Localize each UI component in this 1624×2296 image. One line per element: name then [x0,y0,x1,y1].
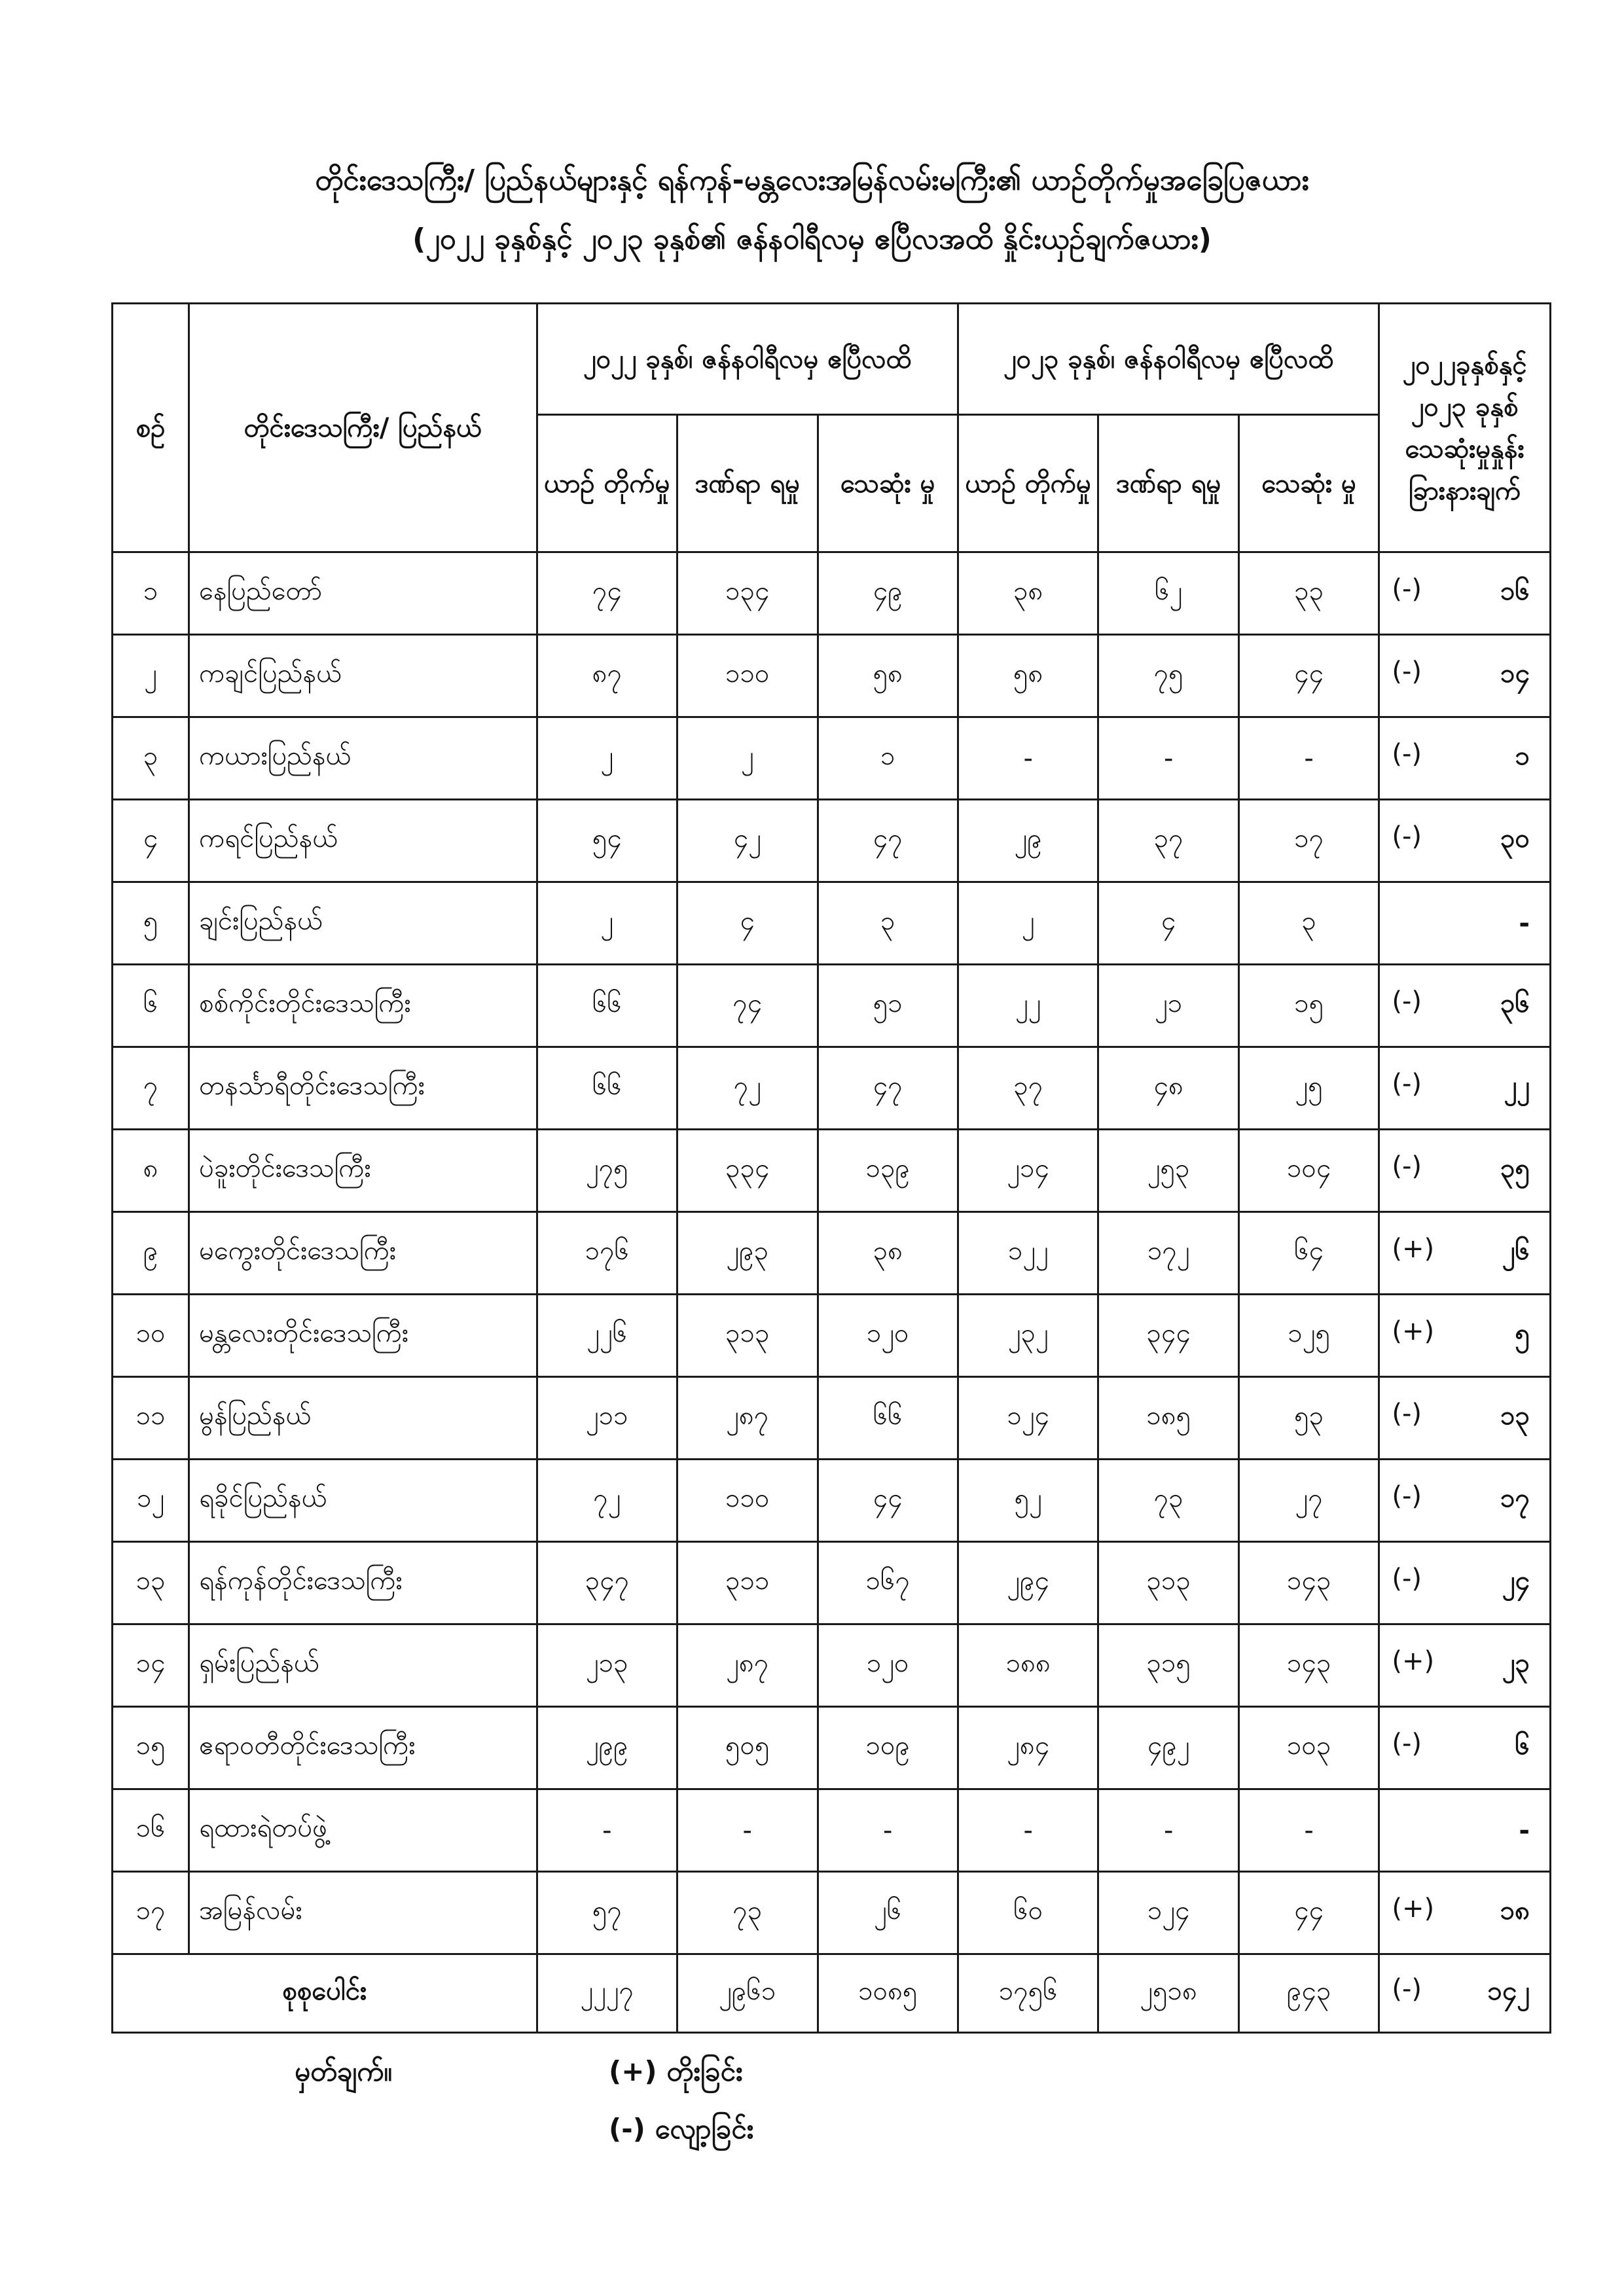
row-injured-2023: ၄၈ [1098,1047,1238,1130]
row-difference [1379,800,1551,882]
row-number: ၂ [113,635,189,717]
row-deaths-2022: ၂၆ [818,1872,958,1954]
total-difference [1379,1954,1551,2033]
row-deaths-2023: ၁၂၅ [1238,1295,1379,1377]
row-accidents-2023: ၂၉ [958,800,1098,882]
row-accidents-2022: ၃၄၇ [537,1542,677,1624]
table-row [113,1130,1551,1212]
row-region: ရခိုင်ပြည်နယ် [189,1460,537,1542]
row-injured-2022: - [677,1789,818,1872]
row-difference [1379,717,1551,800]
row-injured-2022: ၂၈၇ [677,1624,818,1707]
row-difference-value: ၁၇ [1500,1483,1530,1513]
row-region: ကယားပြည်နယ် [189,717,537,800]
row-accidents-2023: ၂၁၄ [958,1130,1098,1212]
row-difference-sign: (-) [1392,821,1422,852]
document-title: တိုင်းဒေသကြီး/ ပြည်နယ်များနှင့် ရန်ကုန်-မန္တလေးအမြန်လမ်းမကြီး၏ ယာဉ်တိုက်မှုအခြေပြဇယား [315,164,1309,197]
row-deaths-2023: ၄၄ [1238,1872,1379,1954]
total-difference-sign: (-) [1392,1974,1422,2004]
row-deaths-2023: ၂၇ [1238,1460,1379,1542]
row-region: မန္တလေးတိုင်းဒေသကြီး [189,1295,537,1377]
row-injured-2023: ၃၁၃ [1098,1542,1238,1624]
row-difference [1379,1295,1551,1377]
row-number: ၁၂ [113,1460,189,1542]
row-accidents-2023: - [958,1789,1098,1872]
row-difference-value: ၂၄ [1502,1566,1530,1596]
row-difference [1379,1872,1551,1954]
row-difference-sign: (-) [1392,1151,1422,1181]
row-number: ၁၇ [113,1872,189,1954]
row-deaths-2023: ၁၄၃ [1238,1542,1379,1624]
row-difference-sign: (+) [1392,1316,1435,1346]
total-row [113,1954,1551,2033]
row-deaths-2022: ၅၁ [818,965,958,1047]
row-deaths-2023: ၃ [1238,882,1379,965]
row-difference-sign: (-) [1392,986,1422,1016]
row-injured-2022: ၅၀၅ [677,1707,818,1789]
table-body [113,552,1551,2033]
row-accidents-2022: ၇၂ [537,1460,677,1542]
row-accidents-2023: ၅၂ [958,1460,1098,1542]
row-deaths-2023: ၁၀၃ [1238,1707,1379,1789]
row-difference-sign: (-) [1392,1069,1422,1099]
row-region: မွန်ပြည်နယ် [189,1377,537,1460]
row-accidents-2023: ၂၉၄ [958,1542,1098,1624]
row-region: ကချင်ပြည်နယ် [189,635,537,717]
total-injured-2023: ၂၅၁၈ [1098,1954,1238,2033]
row-number: ၃ [113,717,189,800]
table-row [113,1789,1551,1872]
row-difference-value: ၂၆ [1502,1236,1530,1266]
row-region: ရန်ကုန်တိုင်းဒေသကြီး [189,1542,537,1624]
row-deaths-2023: ၅၃ [1238,1377,1379,1460]
total-difference-value: ၁၄၂ [1487,1976,1530,2006]
row-deaths-2022: ၃ [818,882,958,965]
row-deaths-2022: ၄၄ [818,1460,958,1542]
row-difference [1379,882,1551,965]
row-injured-2022: ၁၃၄ [677,552,818,635]
row-accidents-2022: - [537,1789,677,1872]
row-deaths-2022: ၆၆ [818,1377,958,1460]
row-injured-2022: ၃၁၁ [677,1542,818,1624]
row-difference [1379,1624,1551,1707]
table-row [113,965,1551,1047]
row-injured-2023: ၂၅၃ [1098,1130,1238,1212]
row-region: စစ်ကိုင်းတိုင်းဒေသကြီး [189,965,537,1047]
table-row [113,1377,1551,1460]
note-increase: (+) တိုးခြင်း [609,2055,743,2087]
row-difference-value: - [1519,908,1530,939]
header-no: စဉ် [113,304,189,552]
row-difference-sign: (-) [1392,1399,1422,1429]
row-deaths-2022: ၁ [818,717,958,800]
row-accidents-2022: ၆၆ [537,1047,677,1130]
header-deaths-2023: သေဆုံး မှု [1238,415,1379,552]
row-difference-sign: (+) [1392,1234,1435,1264]
row-deaths-2023: - [1238,1789,1379,1872]
row-difference-value: ၁၄ [1500,658,1530,689]
row-accidents-2023: ၅၈ [958,635,1098,717]
row-difference [1379,965,1551,1047]
row-accidents-2023: ၁၂၄ [958,1377,1098,1460]
row-number: ၁ [113,552,189,635]
row-region: နေပြည်တော် [189,552,537,635]
row-accidents-2022: ၂၉၉ [537,1707,677,1789]
row-number: ၈ [113,1130,189,1212]
row-injured-2022: ၇၃ [677,1872,818,1954]
row-deaths-2022: ၃၈ [818,1212,958,1295]
row-injured-2023: ၄၉၂ [1098,1707,1238,1789]
total-deaths-2022: ၁၀၈၅ [818,1954,958,2033]
row-accidents-2023: ၃၇ [958,1047,1098,1130]
row-deaths-2023: ၁၀၄ [1238,1130,1379,1212]
table-row [113,882,1551,965]
row-accidents-2023: - [958,717,1098,800]
row-deaths-2022: ၁၆၇ [818,1542,958,1624]
row-accidents-2022: ၂ [537,882,677,965]
row-difference [1379,1789,1551,1872]
row-difference-value: ၃၀ [1500,823,1530,853]
row-difference-value: ၃၅ [1500,1153,1530,1183]
accident-comparison-table [111,302,1551,2034]
row-difference [1379,1047,1551,1130]
row-accidents-2022: ၅၄ [537,800,677,882]
row-injured-2022: ၁၁၀ [677,1460,818,1542]
row-injured-2023: ၇၃ [1098,1460,1238,1542]
table-row [113,1707,1551,1789]
row-deaths-2023: ၂၅ [1238,1047,1379,1130]
row-difference [1379,1130,1551,1212]
row-injured-2022: ၃၁၃ [677,1295,818,1377]
row-accidents-2022: ၇၄ [537,552,677,635]
header-deaths-2022: သေဆုံး မှု [818,415,958,552]
row-injured-2023: - [1098,717,1238,800]
row-region: တနင်္သာရီတိုင်းဒေသကြီး [189,1047,537,1130]
row-injured-2023: ၁၂၄ [1098,1872,1238,1954]
row-difference-value: ၁ [1515,741,1530,771]
row-injured-2023: ၄ [1098,882,1238,965]
row-difference-value: ၁၆ [1500,576,1530,606]
row-accidents-2022: ၂၁၃ [537,1624,677,1707]
table-row [113,800,1551,882]
header-injured-2022: ဒဏ်ရာ ရမှု [677,415,818,552]
row-deaths-2022: ၁၂၀ [818,1624,958,1707]
row-accidents-2022: ၁၇၆ [537,1212,677,1295]
row-difference-sign: (-) [1392,739,1422,769]
row-injured-2023: ၃၇ [1098,800,1238,882]
row-region: ချင်းပြည်နယ် [189,882,537,965]
row-region: ကရင်ပြည်နယ် [189,800,537,882]
row-injured-2022: ၄၂ [677,800,818,882]
row-number: ၆ [113,965,189,1047]
row-injured-2023: ၃၄၄ [1098,1295,1238,1377]
row-number: ၁၅ [113,1707,189,1789]
row-region: မကွေးတိုင်းဒေသကြီး [189,1212,537,1295]
row-number: ၁၃ [113,1542,189,1624]
row-accidents-2023: ၃၈ [958,552,1098,635]
table-row [113,1212,1551,1295]
row-difference-sign: (-) [1392,1729,1422,1759]
row-difference-value: ၁၈ [1500,1895,1530,1926]
row-difference [1379,1212,1551,1295]
notes-label: မှတ်ချက်။ [295,2055,392,2087]
row-number: ၁၁ [113,1377,189,1460]
row-deaths-2023: - [1238,717,1379,800]
row-difference [1379,1707,1551,1789]
row-injured-2023: ၃၁၅ [1098,1624,1238,1707]
table-row [113,1872,1551,1954]
row-deaths-2022: ၄၇ [818,800,958,882]
table-row [113,635,1551,717]
row-accidents-2023: ၂၂ [958,965,1098,1047]
row-injured-2023: ၇၅ [1098,635,1238,717]
row-deaths-2022: ၁၃၉ [818,1130,958,1212]
row-number: ၇ [113,1047,189,1130]
row-deaths-2022: - [818,1789,958,1872]
row-accidents-2023: ၂ [958,882,1098,965]
row-deaths-2022: ၅၈ [818,635,958,717]
row-difference-sign: (+) [1392,1893,1435,1924]
header-period-2023: ၂၀၂၃ ခုနှစ်၊ ဇန်နဝါရီလမှ ဧပြီလထိ [958,304,1379,415]
row-region: ရထားရဲတပ်ဖွဲ့ [189,1789,537,1872]
row-deaths-2023: ၆၄ [1238,1212,1379,1295]
total-label: စုစုပေါင်း [113,1954,537,2033]
row-difference [1379,1377,1551,1460]
header-period-2022: ၂၀၂၂ ခုနှစ်၊ ဇန်နဝါရီလမှ ဧပြီလထိ [537,304,958,415]
row-number: ၉ [113,1212,189,1295]
row-deaths-2022: ၁၀၉ [818,1707,958,1789]
row-number: ၁၆ [113,1789,189,1872]
row-number: ၅ [113,882,189,965]
row-number: ၁၀ [113,1295,189,1377]
table-row [113,1047,1551,1130]
row-difference-value: ၁၃ [1500,1401,1530,1431]
row-injured-2022: ၃၃၄ [677,1130,818,1212]
header-region: တိုင်းဒေသကြီး/ ပြည်နယ် [189,304,537,552]
row-deaths-2022: ၁၂၀ [818,1295,958,1377]
row-injured-2022: ၄ [677,882,818,965]
row-injured-2022: ၇၄ [677,965,818,1047]
row-difference-sign: (-) [1392,1564,1422,1594]
row-difference-value: ၂၃ [1502,1648,1530,1678]
table-row [113,1295,1551,1377]
row-difference-value: - [1519,1815,1530,1846]
row-difference-sign: (-) [1392,1481,1422,1511]
row-injured-2022: ၂၈၇ [677,1377,818,1460]
row-injured-2023: ၂၁ [1098,965,1238,1047]
row-injured-2023: ၁၇၂ [1098,1212,1238,1295]
row-difference-sign: (-) [1392,656,1422,687]
document-subtitle: (၂၀၂၂ ခုနှစ်နှင့် ၂၀၂၃ ခုနှစ်၏ ဇန်နဝါရီလမှ ဧပြီလအထိ နှိုင်းယှဉ်ချက်ဇယား) [412,223,1212,256]
row-difference-sign: (+) [1392,1646,1435,1676]
row-injured-2023: - [1098,1789,1238,1872]
row-number: ၁၄ [113,1624,189,1707]
note-decrease: (-) လျော့ခြင်း [609,2113,754,2145]
row-accidents-2022: ၂၇၅ [537,1130,677,1212]
row-accidents-2022: ၆၆ [537,965,677,1047]
row-accidents-2022: ၅၇ [537,1872,677,1954]
row-injured-2023: ၁၈၅ [1098,1377,1238,1460]
row-accidents-2022: ၂ [537,717,677,800]
table-row [113,1624,1551,1707]
row-difference-value: ၆ [1515,1731,1530,1761]
row-difference [1379,552,1551,635]
header-accidents-2023: ယာဉ် တိုက်မှု [958,415,1098,552]
row-injured-2022: ၂၉၃ [677,1212,818,1295]
row-injured-2023: ၆၂ [1098,552,1238,635]
row-injured-2022: ၇၂ [677,1047,818,1130]
row-accidents-2022: ၂၂၆ [537,1295,677,1377]
row-injured-2022: ၂ [677,717,818,800]
table-row [113,1460,1551,1542]
row-accidents-2023: ၁၂၂ [958,1212,1098,1295]
header-injured-2023: ဒဏ်ရာ ရမှု [1098,415,1238,552]
row-accidents-2022: ၈၇ [537,635,677,717]
row-difference-value: ၂၂ [1504,1071,1530,1101]
row-deaths-2022: ၄၇ [818,1047,958,1130]
row-accidents-2022: ၂၁၁ [537,1377,677,1460]
row-deaths-2023: ၁၇ [1238,800,1379,882]
row-deaths-2023: ၁၄၃ [1238,1624,1379,1707]
row-region: ပဲခူးတိုင်းဒေသကြီး [189,1130,537,1212]
row-accidents-2023: ၂၈၄ [958,1707,1098,1789]
row-accidents-2023: ၂၃၂ [958,1295,1098,1377]
row-difference-value: ၃၆ [1500,988,1530,1018]
total-injured-2022: ၂၉၆၁ [677,1954,818,2033]
row-region: ရှမ်းပြည်နယ် [189,1624,537,1707]
row-difference [1379,1460,1551,1542]
row-accidents-2023: ၁၈၈ [958,1624,1098,1707]
row-region: ဧရာဝတီတိုင်းဒေသကြီး [189,1707,537,1789]
row-deaths-2023: ၄၄ [1238,635,1379,717]
row-difference-value: ၅ [1515,1318,1530,1348]
row-deaths-2023: ၁၅ [1238,965,1379,1047]
table-row [113,1542,1551,1624]
header-accidents-2022: ယာဉ် တိုက်မှု [537,415,677,552]
row-difference-sign: (-) [1392,574,1422,604]
row-injured-2022: ၁၁၀ [677,635,818,717]
row-region: အမြန်လမ်း [189,1872,537,1954]
row-difference [1379,1542,1551,1624]
row-deaths-2023: ၃၃ [1238,552,1379,635]
row-accidents-2023: ၆၀ [958,1872,1098,1954]
header-death-difference: ၂၀၂၂ခုနှစ်နှင့် ၂၀၂၃ ခုနှစ် သေဆုံးမှုနှုန်း ခြားနားချက် [1379,304,1551,552]
total-deaths-2023: ၉၄၃ [1238,1954,1379,2033]
row-deaths-2022: ၄၉ [818,552,958,635]
total-accidents-2022: ၂၂၂၇ [537,1954,677,2033]
total-accidents-2023: ၁၇၅၆ [958,1954,1098,2033]
row-difference [1379,635,1551,717]
table-row [113,552,1551,635]
row-number: ၄ [113,800,189,882]
table-row [113,717,1551,800]
